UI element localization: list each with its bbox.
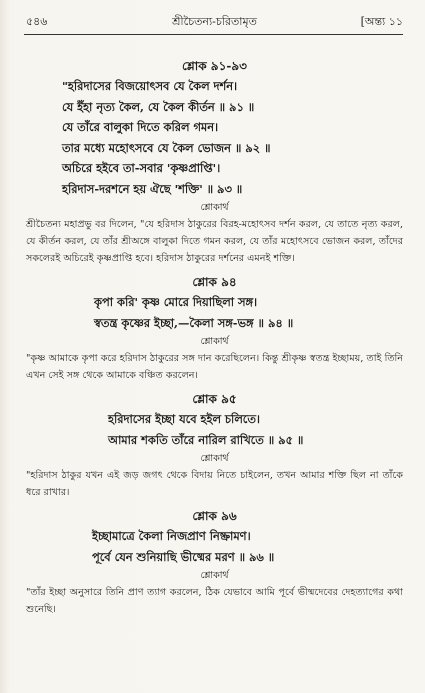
translation-label: শ্লোকার্থ xyxy=(200,453,229,464)
verse-line: যে ইঁহা নৃত্য কৈল, যে কৈল কীর্তন ॥ ৯১ ॥ xyxy=(62,99,255,114)
verse-block xyxy=(26,508,403,618)
verse-block xyxy=(26,274,403,384)
page-header xyxy=(26,13,403,35)
verse-text xyxy=(26,526,403,567)
verse-heading: শ্লোক ৯৫ xyxy=(192,392,237,406)
verse-text xyxy=(26,409,403,450)
verse-block xyxy=(26,391,403,501)
verse-heading: শ্লোক ৯৬ xyxy=(192,509,237,523)
verse-heading: শ্লোক ৯১-৯৩ xyxy=(182,59,247,73)
verse-line: স্বতন্ত্র কৃষ্ণের ইচ্ছা,—কৈলা সঙ্গ-ভঙ্গ ॥ ৯৪ ॥ xyxy=(94,315,294,330)
verse-text xyxy=(26,76,403,199)
translation-text: "হরিদাস ঠাকুর যখন এই জড় জগৎ থেকে বিদায় নিতে চাইলেন, তখন আমার শক্তি ছিল না তাঁকে ধরে রাখার। xyxy=(26,470,403,498)
translation-text: "তাঁর ইচ্ছা অনুসারে তিনি প্রাণ ত্যাগ করলেন, ঠিক যেভাবে আমি পূর্বে ভীষ্মদেবের দেহত্যাগের কথা শুনেছি। xyxy=(26,587,403,615)
translation-label: শ্লোকার্থ xyxy=(200,570,229,581)
verse-line: হরিদাস-দরশনে হয় ঐছে 'শক্তি' ॥ ৯৩ ॥ xyxy=(62,181,243,196)
verse-line: ইচ্ছামাত্রে কৈলা নিজপ্রাণ নিষ্ক্রামণ। xyxy=(92,529,251,543)
verse-line: আমার শকতি তাঁরে নারিল রাখিতে ॥ ৯৫ ॥ xyxy=(108,432,304,447)
verse-block xyxy=(26,58,403,267)
translation-label: শ্লোকার্থ xyxy=(200,336,229,347)
chapter-marker: [অন্ত্য ১১ xyxy=(360,15,403,28)
running-title: শ্রীচৈতন্য-চরিতামৃত xyxy=(172,15,257,28)
header-rule xyxy=(24,34,403,35)
page-body xyxy=(26,58,403,618)
verse-line: পূর্বে যেন শুনিয়াছি ভীষ্মের মরণ ॥ ৯৬ ॥ xyxy=(92,549,275,564)
verse-line: যে তাঁরে বালুকা দিতে করিল গমন। xyxy=(62,120,219,134)
verse-line: কৃপা করি' কৃষ্ণ মোরে দিয়াছিলা সঙ্গ। xyxy=(94,295,258,309)
verse-line: হরিদাসের ইচ্ছা যবে হইল চলিতে। xyxy=(108,412,261,426)
verse-line: তার মধ্যে মহোৎসবে যে কৈল ভোজন ॥ ৯২ ॥ xyxy=(62,140,271,155)
verse-line: অচিরে হইবে তা-সবার 'কৃষ্ণপ্রাপ্তি'। xyxy=(62,161,221,175)
page-number: ৫৪৬ xyxy=(26,15,48,28)
verse-heading: শ্লোক ৯৪ xyxy=(192,275,237,289)
verse-line: "হরিদাসের বিজয়োৎসব যে কৈল দর্শন। xyxy=(62,79,238,93)
translation-text: "কৃষ্ণ আমাকে কৃপা করে হরিদাস ঠাকুরের সঙ্গ দান করেছিলেন। কিন্তু শ্রীকৃষ্ণ স্বতন্ত্র ইচ্ছাময়, তাই তিনি এখন সেই সঙ্গ থেকে আমাকে বঞ্চিত করলেন। xyxy=(26,353,403,381)
verse-text xyxy=(26,292,403,333)
translation-label: শ্লোকার্থ xyxy=(200,202,229,213)
translation-text: শ্রীচৈতন্য মহাপ্রভু বর দিলেন, "যে হরিদাস ঠাকুরের বিরহ-মহোৎসব দর্শন করল, যে তাতে নৃত্য করল, যে কীর্তন করল, যে তাঁর শ্রীঅঙ্গে বালুকা দিতে গমন করল, যে তাঁর মহোৎসবে ভোজন করল, তাঁদের সকলেরই অচিরেই কৃষ্ণপ্রাপ্তি হবে। হরিদাস ঠাকুরের দর্শনের এমনই শক্তি। xyxy=(26,219,403,264)
